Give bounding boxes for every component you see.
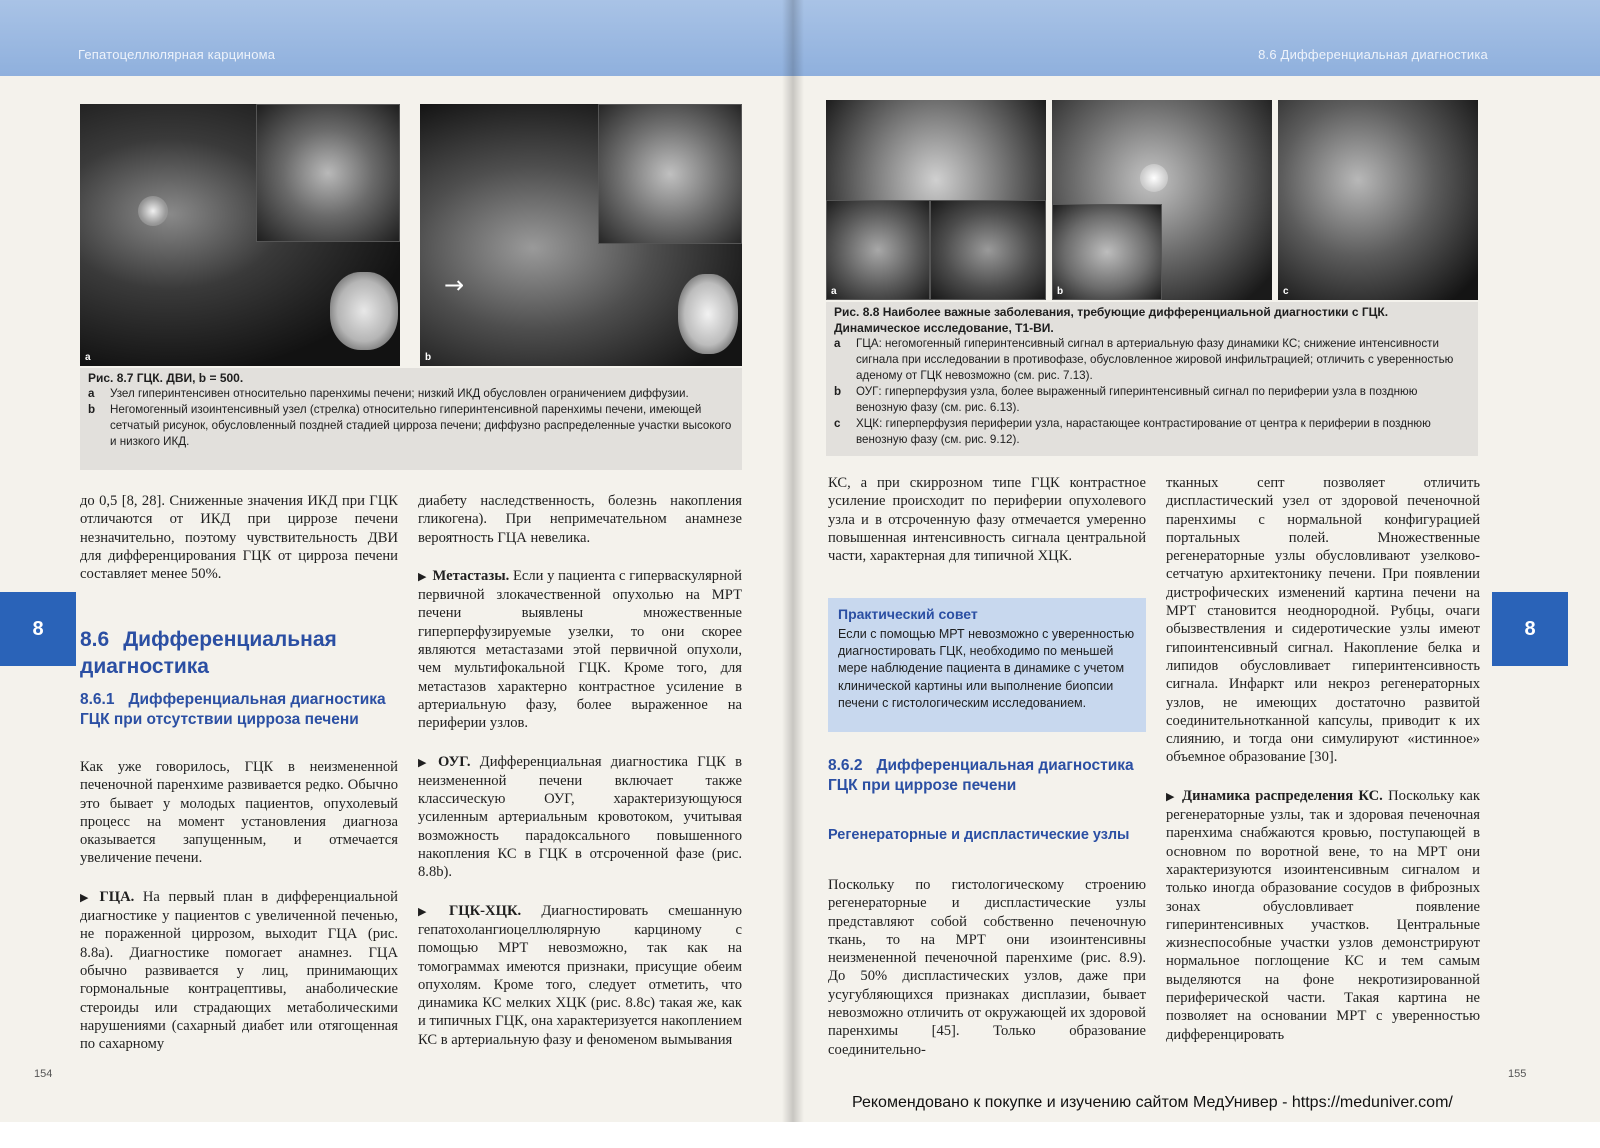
paragraph	[418, 753, 742, 882]
paragraph: тканных септ позволяет отличить диспластический узел от здоровой печеночной паренхимы с нормальной конфигурацией портальных полей. Множественные регенераторные узлы обусловливают узелково-сетчатую архитектонику печени. При появлении дистрофических изменений картина печени на МРТ становится неоднородной. Рубцы, очаги обызвествления и сидеротические узлы имеют гипоинтенсивный сигнал. Накопление белка и липидов обусловливает гиперинтенсивность сигнала. Инфаркт или некроз регенераторных узлов, не имеющих достаточно развитой соединительнотканной капсулы, приводит к их слиянию, и тогда они симулируют «истинное» объемное образование [30].	[1166, 475, 1480, 766]
figure-8-8-a-inset-left	[826, 200, 930, 300]
book-gutter-shadow	[782, 0, 804, 1148]
arrow-icon: →	[444, 271, 465, 299]
figure-8-8-b-inset	[1052, 204, 1162, 300]
right-column-1-body	[828, 876, 1146, 1079]
figure-8-7-b-inset	[598, 104, 742, 244]
right-column-2	[1166, 474, 1480, 1064]
paragraph-lead: ОУГ.	[438, 753, 471, 770]
bottom-strip	[0, 1122, 1600, 1148]
footer-recommendation-note: Рекомендовано к покупке и изучению сайтом МедУнивер - https://meduniver.com/	[852, 1094, 1453, 1111]
practical-tip-box	[828, 598, 1146, 732]
caption-item-text: Узел гиперинтенсивен относительно паренхимы печени; низкий ИКД обусловлен ограничением диффузии.	[110, 387, 689, 400]
left-column-1	[80, 492, 398, 603]
left-page	[0, 0, 790, 1148]
right-column-1	[828, 474, 1146, 585]
paragraph	[418, 567, 742, 733]
caption-item-text: ХЦК: гиперперфузия периферии узла, нарастающее контрастирование от центра к периферии в позднюю венозную фазу (см. рис. 9.12).	[856, 417, 1431, 446]
caption-item-key: a	[834, 337, 841, 350]
paragraph-text: Поскольку как регенераторные узлы, так и здоровая печеночная паренхима снабжаются кровью, поступающей в основном по воротной вене, то на МРТ они характеризуются изоинтенсивным сигналом и только иногда образование сосудов в фиброзных зонах обусловливает появление гиперинтенсивных участков. Центральные жизнеспособные участки узлов демонстрируют нормальное поглощение КС и тем самым выделяются на фоне некротизированной периферической части. Такая картина не позволяет на основании МРТ с уверенностью дифференцировать	[1166, 787, 1480, 1043]
right-page	[790, 0, 1600, 1148]
kidney-shape	[678, 274, 738, 354]
paragraph: КС, а при скиррозном типе ГЦК контрастное усиление происходит по периферии опухолевого узла и в отсроченную фазу отмечается умеренно повышенная интенсивность сигнала центральной части, характерная для типичной ХЦК.	[828, 475, 1146, 565]
figure-8-8-caption	[826, 302, 1478, 456]
figure-8-7-caption-title: Рис. 8.7 ГЦК. ДВИ, b = 500.	[88, 371, 244, 385]
chapter-tab-right: 8	[1492, 592, 1568, 666]
subsection-title: Дифференциальная диагностика ГЦК при циррозе печени	[828, 757, 1134, 794]
figure-8-7-caption	[80, 368, 742, 470]
caption-item	[88, 386, 734, 402]
subsection-number: 8.6.2	[828, 757, 863, 774]
paragraph-lead: ГЦК-ХЦК.	[448, 902, 522, 919]
caption-item-text: Негомогенный изоинтенсивный узел (стрелка) относительно гиперинтенсивной паренхимы печени, имеющей сетчатый рисунок, обусловленный поздней стадией цирроза печени; диффузно распределенные участки высокого и низкого ИКД.	[110, 403, 732, 448]
tip-text: Если с помощью МРТ невозможно с уверенностью диагностировать ГЦК, необходимо по меньшей мере наблюдение пациента в динамике с учетом клинической картины или выполнение биопсии печени с гистологическим исследованием.	[838, 627, 1135, 710]
figure-8-8-a-inset-right	[930, 200, 1046, 300]
caption-item-key: b	[88, 403, 96, 416]
subsection-title: Дифференциальная диагностика ГЦК при отсутствии цирроза печени	[80, 691, 386, 728]
figure-8-7-panel-a	[80, 104, 400, 366]
panel-label-a: a	[831, 286, 837, 297]
figure-8-8-panel-c	[1278, 100, 1478, 300]
caption-item-key: b	[834, 385, 842, 398]
paragraph: Поскольку по гистологическому строению регенераторные и диспластические узлы представляют собой собственно печеночную ткань, то на МРТ они изоинтенсивны неизмененной печеночной паренхиме (рис. 8.9). До 50% диспластических узлов, даже при усугубляющихся признаках дисплазии, бывает невозможно отличить от окружающей их здоровой паренхимы [45]. Только образование соединительно-	[828, 877, 1146, 1058]
left-header-band	[0, 0, 790, 76]
paragraph-text: Если у пациента с гиперваскулярной первичной злокачественной опухолью на МРТ печени выявлены множественные гиперперфузируемые узелки, то они скорее являются метастазами этой первичной опухоли, чем мультифокальной ГЦК. Кроме того, для метастазов характерно контрастное усиление в артериальную фазу, более выраженное на периферии узлов.	[418, 567, 742, 732]
paragraph	[80, 888, 398, 1054]
liver-lesion-bright	[138, 196, 168, 226]
panel-label-c: c	[1283, 286, 1289, 297]
left-column-2	[418, 492, 742, 1069]
paragraph: Как уже говорилось, ГЦК в неизмененной печеночной паренхиме развивается редко. Обычно это бывает у молодых пациентов, опухолевый процесс на момент установления диагноза оказывается запущенным, и отмечается увеличение печени.	[80, 759, 398, 867]
triangle-bullet-icon: ▶	[418, 756, 433, 769]
triangle-bullet-icon: ▶	[80, 891, 94, 904]
paragraph	[1166, 787, 1480, 1044]
section-heading-8-6	[80, 626, 398, 680]
section-title: Дифференциальная диагностика	[80, 628, 337, 678]
figure-8-8-caption-title: Рис. 8.8 Наиболее важные заболевания, требующие дифференциальной диагностики с ГЦК. Динамическое исследование, Т1-ВИ.	[834, 305, 1389, 335]
paragraph-lead: Динамика распределения КС.	[1182, 787, 1383, 804]
panel-label-b: b	[1057, 286, 1064, 297]
tip-title: Практический совет	[838, 606, 978, 622]
triangle-bullet-icon: ▶	[1166, 790, 1177, 803]
caption-item	[834, 384, 1470, 416]
left-running-header: Гепатоцеллюлярная карцинома	[78, 47, 276, 62]
chapter-tab-left: 8	[0, 592, 76, 666]
caption-item	[834, 416, 1470, 448]
panel-label-a: a	[85, 352, 91, 363]
liver-lesion-bright	[1140, 164, 1168, 192]
subsubsection-heading: Регенераторные и диспластические узлы	[828, 827, 1130, 843]
right-header-band	[790, 0, 1600, 76]
caption-item	[88, 402, 734, 450]
figure-8-8-panel-a	[826, 100, 1046, 300]
subsection-heading-8-6-2	[828, 756, 1146, 796]
paragraph-text: На первый план в дифференциальной диагностике у пациентов с увеличенной печенью, не пораженной циррозом, выходит ГЦА (рис. 8.8a). Диагностике помогает анамнез. ГЦА обычно развивается у лиц, принимающих гормональные контрацептивы, анаболические стероиды или страдающих метаболическими нарушениями (сахарный диабет или отягощенная по сахарному	[80, 888, 398, 1053]
triangle-bullet-icon: ▶	[418, 570, 427, 583]
paragraph-text: Дифференциальная диагностика ГЦК в неизмененной печени включает также классическую ОУГ, характеризующуюся усиленным артериальным кровотоком, учитывая возможность парадоксального повышенного накопления КС в ГЦК в отсроченной фазе (рис. 8.8b).	[418, 753, 743, 881]
kidney-shape	[330, 272, 398, 350]
caption-item	[834, 336, 1470, 384]
paragraph-lead: ГЦА.	[99, 888, 135, 905]
subsection-heading-8-6-1	[80, 690, 398, 730]
paragraph: до 0,5 [8, 28]. Сниженные значения ИКД при ГЦК отличаются от ИКД при циррозе печени незначительно, поэтому чувствительность ДВИ для дифференцирования ГЦК от цирроза печени составляет менее 50%.	[80, 493, 398, 583]
right-page-number: 155	[1508, 1068, 1527, 1080]
caption-item-text: ГЦА: негомогенный гиперинтенсивный сигнал в артериальную фазу динамики КС; снижение интенсивности сигнала при исследовании в противофазе, обусловленное жировой инфильтрацией; отличить с уверенностью аденому от ГЦК невозможно (см. рис. 7.13).	[856, 337, 1454, 382]
figure-8-7-a-inset	[256, 104, 400, 242]
caption-item-text: ОУГ: гиперперфузия узла, более выраженный гиперинтенсивный сигнал по периферии узла в позднюю венозную фазу (см. рис. 6.13).	[856, 385, 1418, 414]
figure-8-8-panel-b	[1052, 100, 1272, 300]
figure-8-7-panel-b	[420, 104, 742, 366]
left-column-1-body	[80, 758, 398, 1073]
triangle-bullet-icon: ▶	[418, 905, 443, 918]
subsection-number: 8.6.1	[80, 691, 115, 708]
paragraph: диабету наследственность, болезнь накопления гликогена). При непримечательном анамнезе вероятность ГЦА невелика.	[418, 493, 742, 546]
panel-label-b: b	[425, 352, 432, 363]
paragraph-lead: Метастазы.	[432, 567, 510, 584]
caption-item-key: a	[88, 387, 95, 400]
paragraph	[418, 902, 742, 1049]
caption-item-key: c	[834, 417, 841, 430]
left-page-number: 154	[34, 1068, 53, 1080]
section-number: 8.6	[80, 628, 110, 651]
paragraph-text: Диагностировать смешанную гепатохолангиоцеллюлярную карциному с помощью МРТ невозможно, так как на томограммах имеются признаки, присущие обеим опухолям. Кроме того, следует отметить, что динамика КС мелких ХЦК (рис. 8.8c) такая же, как и типичных ГЦК, она характеризуется накоплением КС в артериальную фазу и феноменом вымывания	[418, 902, 742, 1048]
right-running-header: 8.6 Дифференциальная диагностика	[1258, 47, 1488, 62]
